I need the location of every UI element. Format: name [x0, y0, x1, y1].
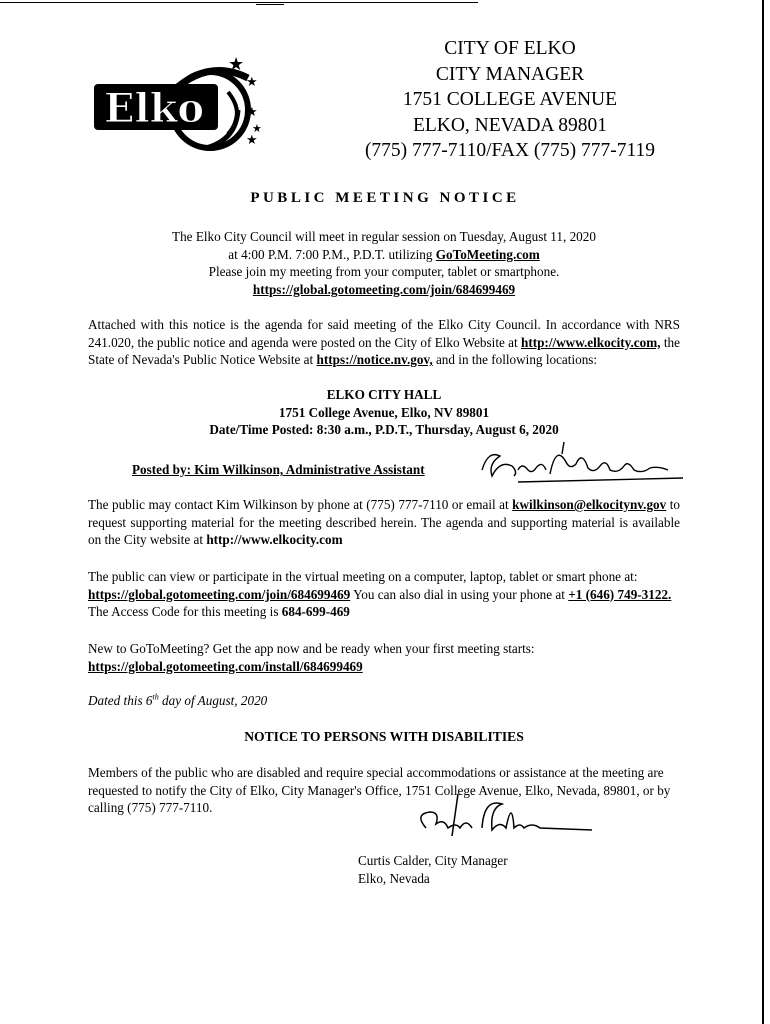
star-icon: ★: [228, 54, 245, 75]
gotomeeting-link[interactable]: GoToMeeting.com: [435, 246, 540, 262]
signatory-place: Elko, Nevada: [358, 870, 430, 886]
attached-text-2: the State of Nevada's Public Notice Website at: [88, 334, 680, 368]
posted-datetime: Date/Time Posted: 8:30 a.m., P.D.T., Thursday, August 6, 2020: [209, 422, 559, 438]
posting-location: [80, 386, 688, 439]
star-icon: ★: [246, 75, 258, 90]
signatory-name: Curtis Calder, City Manager: [358, 853, 508, 868]
notice-title: PUBLIC MEETING NOTICE: [250, 190, 520, 206]
meeting-join-link[interactable]: https://global.gotomeeting.com/join/684699469: [252, 281, 516, 297]
star-icon: ★: [246, 105, 258, 120]
virtual-text-2: You can also dial in using your phone at: [350, 586, 569, 602]
attached-text-1: Attached with this notice is the agenda for said meeting of the Elko City Council. In accordance with NRS 241.020, the public notice and agenda were posted on the City of Elko Website at: [88, 317, 680, 350]
contact-text-2: to request supporting material for the meeting described herein. The agenda and supporting material is available on the City website at: [88, 497, 681, 548]
letterhead-city: CITY OF ELKO: [444, 38, 576, 59]
city-manager-signature: [400, 788, 600, 848]
attached-text-3: and in the following locations:: [432, 352, 598, 368]
signatory: [358, 852, 508, 887]
dated-sup: th: [152, 692, 159, 702]
star-icon: ★: [252, 122, 262, 135]
disabilities-paragraph: Members of the public who are disabled and require special accommodations or assistance at the meeting are requested to notify the City of Elko, City Manager's Office, 1751 College Avenue, Elko, Nevada, 89801, or by calling (775) 777-7110.: [88, 765, 671, 816]
disabilities-heading: NOTICE TO PERSONS WITH DISABILITIES: [244, 729, 524, 744]
location-name: ELKO CITY HALL: [326, 387, 442, 402]
install-text: New to GoToMeeting? Get the app now and be ready when your first meeting starts:: [88, 641, 535, 656]
contact-paragraph: [88, 496, 680, 549]
posted-by: Posted by: Kim Wilkinson, Administrative Assistant: [132, 462, 425, 477]
letterhead-office: CITY MANAGER: [435, 63, 585, 85]
elkocity-website-link[interactable]: http://www.elkocity.com,: [520, 334, 661, 350]
virtual-join-link[interactable]: https://global.gotomeeting.com/join/684699469: [88, 586, 351, 602]
right-edge-rule: [762, 0, 764, 1024]
city-website-text[interactable]: http://www.elkocity.com: [206, 532, 343, 548]
letterhead-city-state: ELKO, NEVADA 89801: [412, 114, 608, 136]
dated-line: [88, 692, 267, 710]
elko-logo: [88, 52, 288, 160]
install-paragraph: [88, 640, 680, 675]
star-icon: ★: [246, 133, 258, 148]
location-address: 1751 College Avenue, Elko, NV 89801: [278, 404, 490, 420]
virtual-text-3: The Access Code for this meeting is: [88, 604, 282, 620]
dated-pre: Dated this 6: [88, 693, 153, 708]
logo-wordmark: Elko: [103, 85, 205, 132]
session-line-3: Please join my meeting from your computer, tablet or smartphone.: [208, 264, 560, 280]
virtual-text-1: The public can view or participate in the virtual meeting on a computer, laptop, tablet or smart phone at:: [88, 569, 638, 584]
session-info: [80, 228, 688, 298]
session-line-1: The Elko City Council will meet in regular session on Tuesday, August 11, 2020: [172, 229, 596, 244]
session-line-2: [80, 246, 688, 264]
posted-by-signature: [478, 440, 688, 486]
session-time: at 4:00 P.M. 7:00 P.M., P.D.T. utilizing: [228, 246, 436, 262]
notice-website-link[interactable]: https://notice.nv.gov,: [316, 352, 433, 368]
access-code: 684-699-469: [281, 604, 350, 620]
top-rule: [0, 2, 478, 3]
dial-in-phone[interactable]: +1 (646) 749-3122.: [568, 586, 672, 602]
letterhead-phone: (775) 777-7110/FAX (775) 777-7119: [364, 140, 656, 161]
contact-text-1: The public may contact Kim Wilkinson by phone at (775) 777-7110 or email at: [88, 497, 513, 512]
attached-paragraph: [88, 316, 680, 369]
install-link[interactable]: https://global.gotomeeting.com/install/684699469: [88, 658, 363, 674]
dated-post: day of August, 2020: [158, 693, 268, 708]
top-rule-mark: [256, 4, 284, 5]
virtual-paragraph: [88, 568, 680, 621]
letterhead-street: 1751 COLLEGE AVENUE: [402, 89, 618, 110]
contact-email-link[interactable]: kwilkinson@elkocitynv.gov: [512, 497, 667, 512]
letterhead: [340, 36, 680, 164]
